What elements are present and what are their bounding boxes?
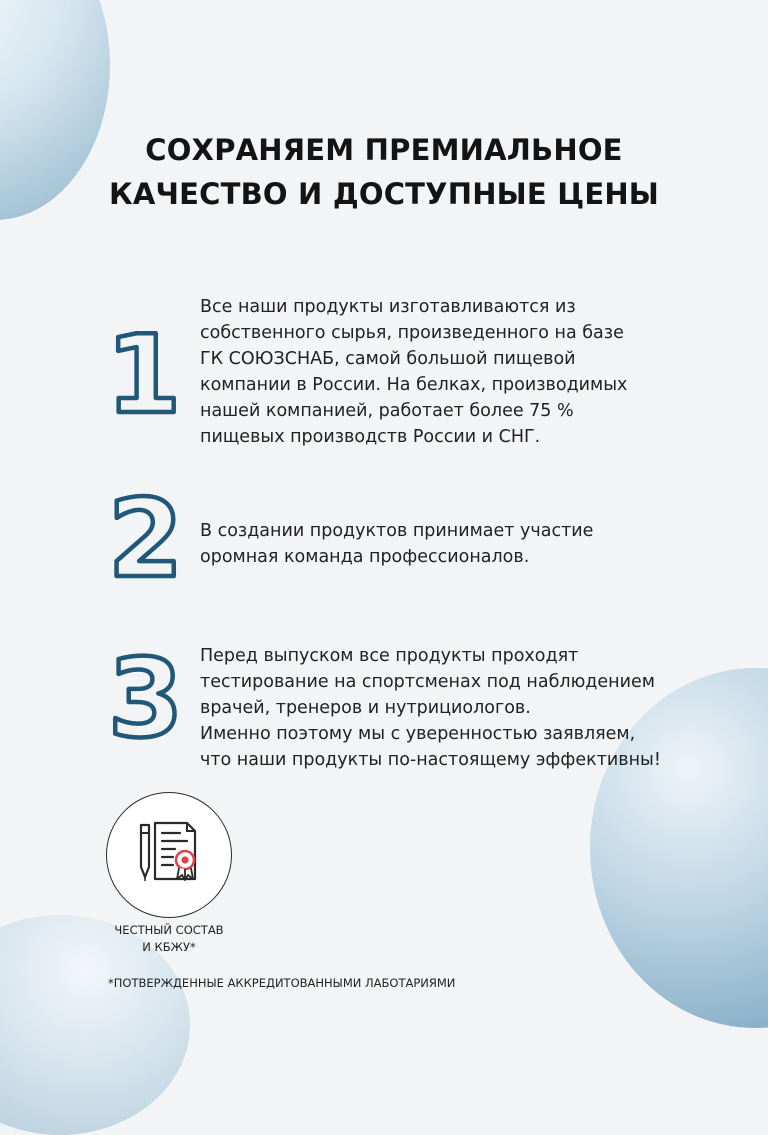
item-3-line: что наши продукты по-настоящему эффективны! [200, 750, 661, 770]
item-1-line: нашей компанией, работает более 75 % [200, 401, 574, 421]
number-one-glyph: 1 [106, 313, 182, 438]
number-one-icon [98, 313, 188, 438]
footnote: *ПОТВЕРЖДЕННЫЕ АККРЕДИТОВАННЫМИ ЛАБОТАРИЯМИ [108, 976, 456, 990]
item-1-text [200, 294, 730, 450]
page-title [60, 128, 708, 216]
certificate-badge [106, 792, 232, 918]
badge-caption-line-2: И КБЖУ* [142, 940, 196, 954]
item-3-line: тестирование на спортсменах под наблюдением [200, 672, 655, 692]
item-1-line: ГК СОЮЗСНАБ, самой большой пищевой [200, 349, 576, 369]
item-2-line: В создании продуктов принимает участие [200, 521, 594, 541]
item-1-line: компании в России. На белках, производимых [200, 375, 628, 395]
number-two-glyph: 2 [108, 477, 184, 602]
item-3-text [200, 643, 730, 773]
number-two-icon [104, 477, 194, 602]
item-3-line: врачей, тренеров и нутрициологов. [200, 698, 531, 718]
badge-caption-line-1: ЧЕСТНЫЙ СОСТАВ [114, 923, 224, 937]
item-1-line: пищевых производств России и СНГ. [200, 427, 541, 447]
item-1-line: Все наши продукты изготавливаются из [200, 297, 576, 317]
number-three-icon [104, 637, 194, 762]
item-3-line: Именно поэтому мы с уверенностью заявляем, [200, 724, 636, 744]
title-line-2: КАЧЕСТВО И ДОСТУПНЫЕ ЦЕНЫ [108, 177, 660, 211]
item-2-text [200, 518, 730, 570]
item-1-line: собственного сырья, произведенного на базе [200, 323, 624, 343]
certificate-document-icon [135, 817, 205, 887]
item-2-line: оромная команда профессионалов. [200, 547, 530, 567]
title-line-1: СОХРАНЯЕМ ПРЕМИАЛЬНОЕ [145, 133, 623, 167]
item-3-line: Перед выпуском все продукты проходят [200, 646, 579, 666]
number-three-glyph: 3 [108, 637, 184, 762]
badge-caption [96, 922, 242, 956]
